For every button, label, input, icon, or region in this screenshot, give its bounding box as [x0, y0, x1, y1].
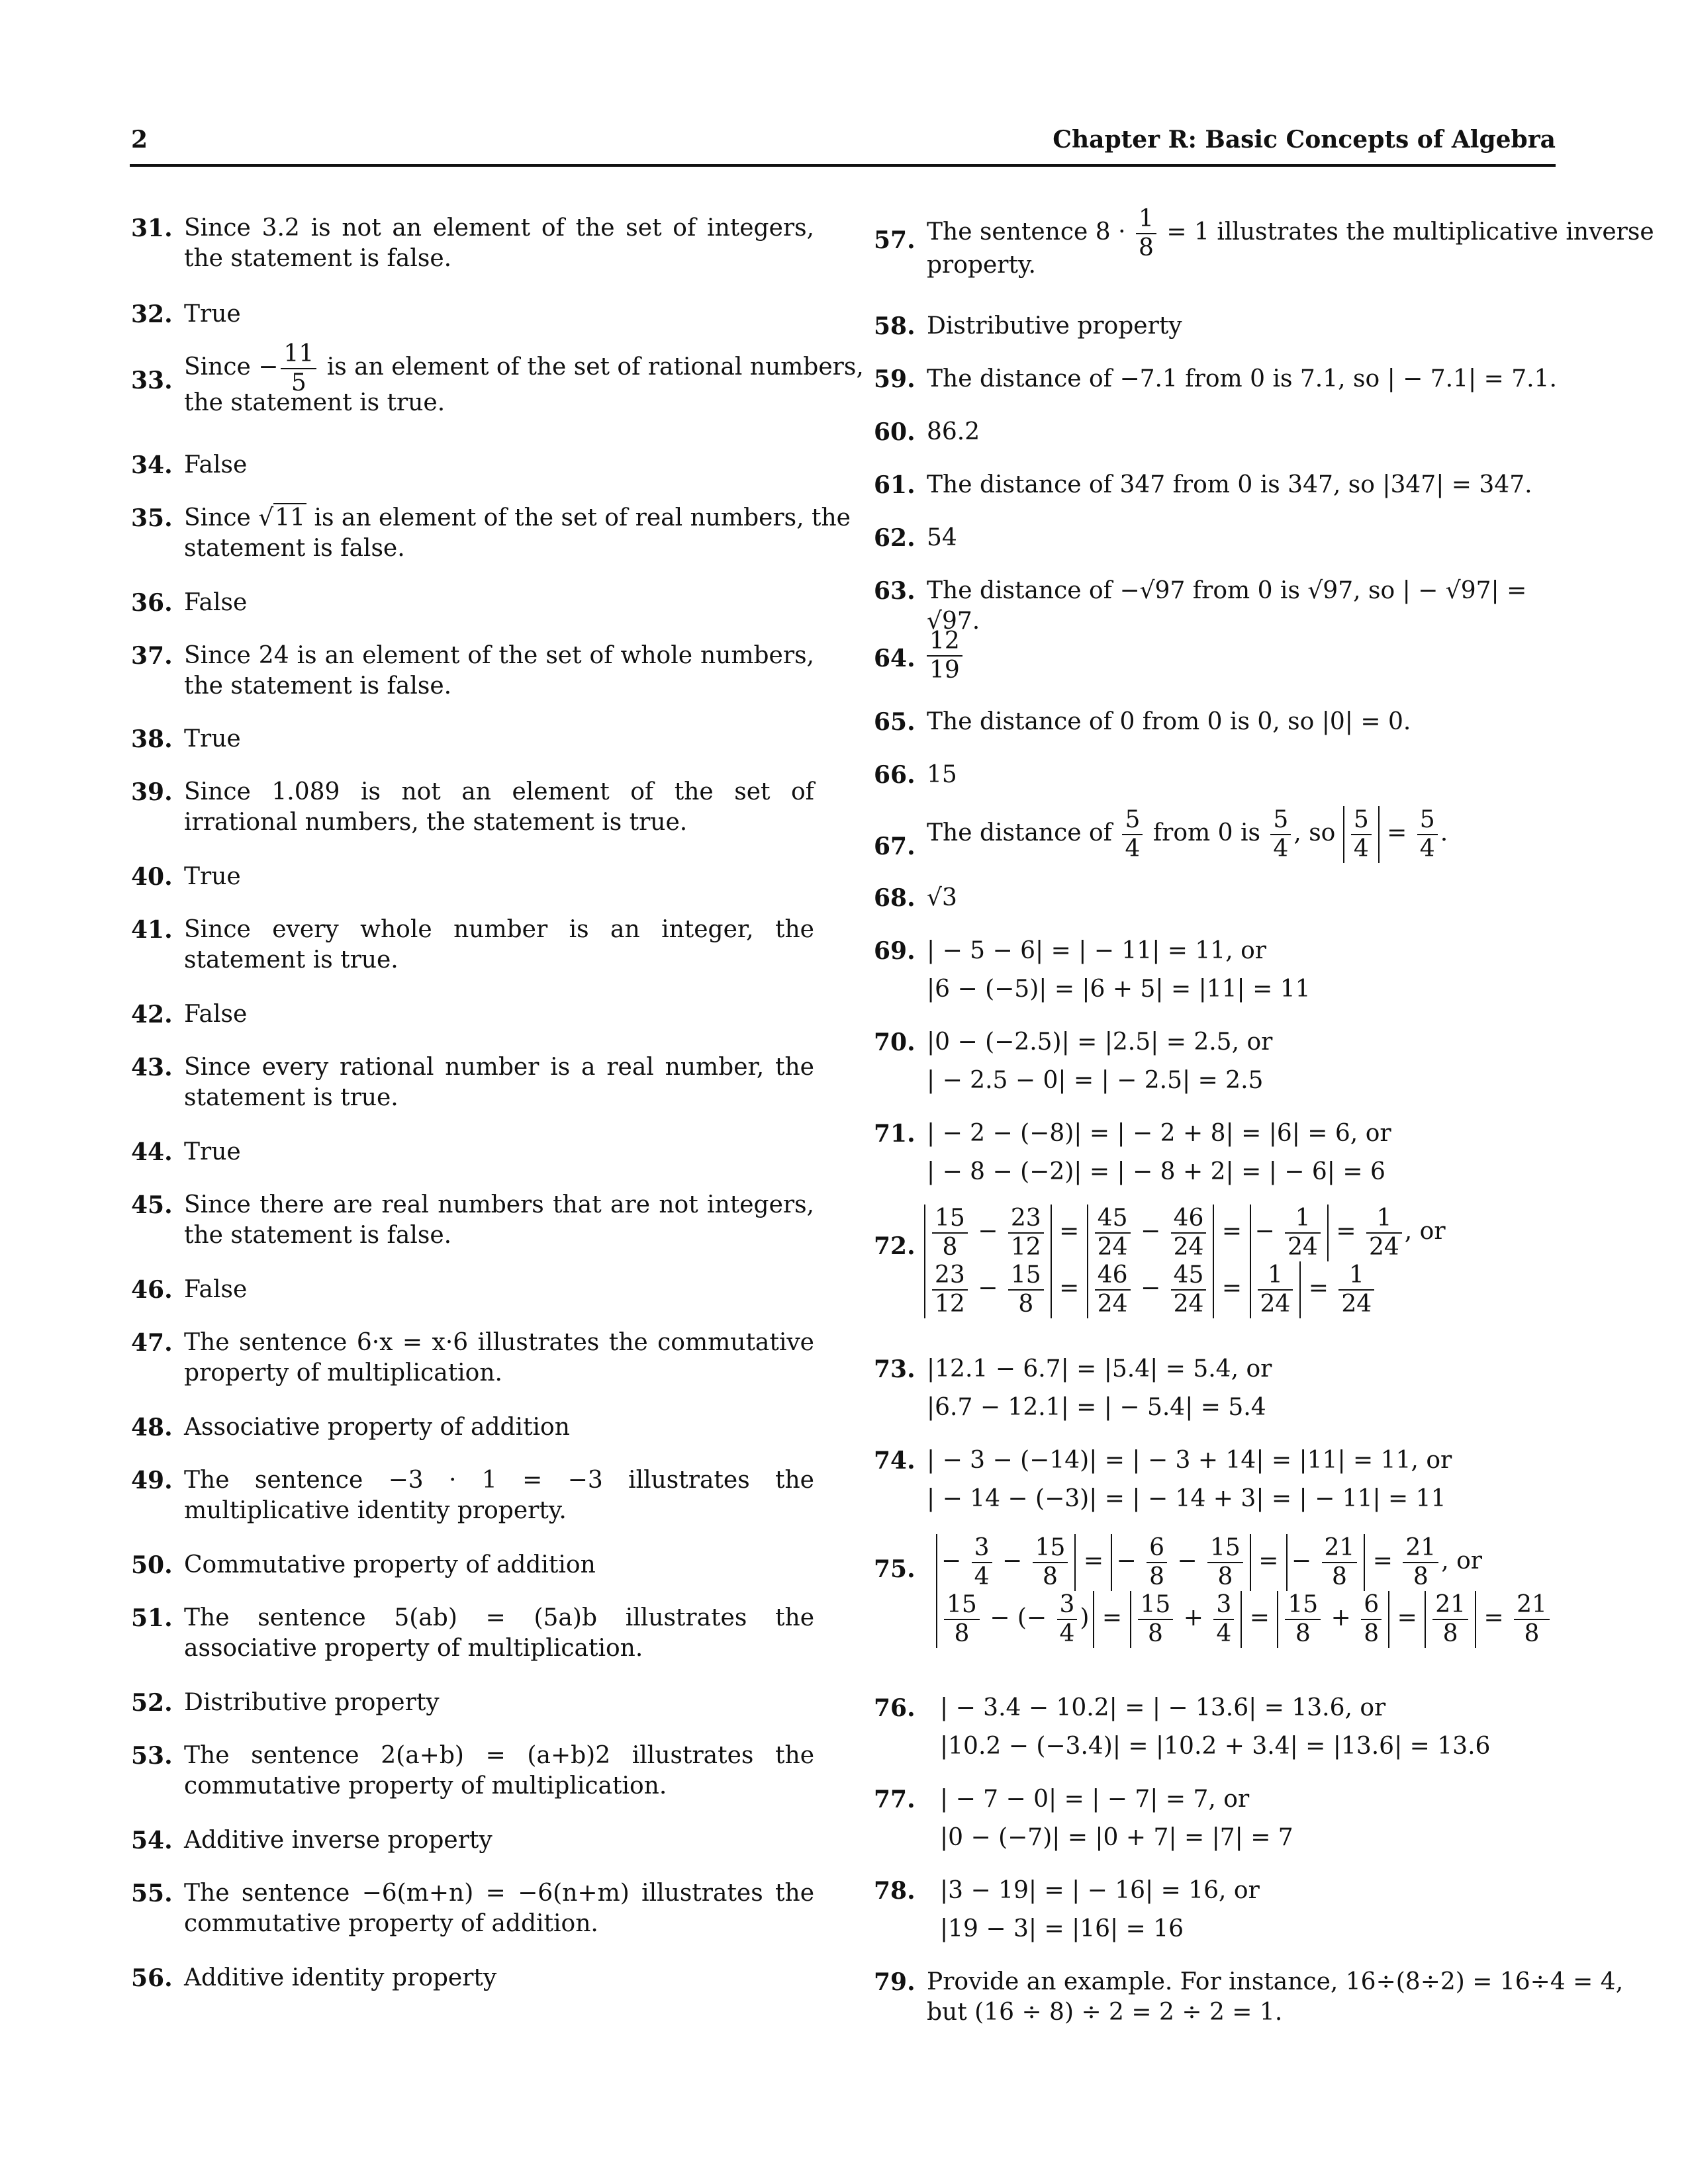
fraction: $\frac{11}{5}$	[281, 340, 316, 397]
header-rule	[130, 164, 1556, 167]
page: 2 Chapter R: Basic Concepts of Algebra 31. Since 3.2 is not an element of the set of integers, the statement is false. 32. True 33. Since − $\frac{11}{5}$ is an element of the set of rational numbers, the statement is true. 34. False 35. Since √11 is an element of the set of real numbers, the statement is false. 36. False 37. Since 24 is an element of the set of whole numbers, the statement is false. 38. True 39. Since 1.089 is not an element of the set of irrational numbers, the statement is true. 40. True 41. Since every whole number is an integer, the statement is true. 42. False 43. Since every rational number is a real number, the statement is true. 44. True 45. Since there are real numbers that are not integers, the statement is false. 46. False 47. The sentence 6·x = x·6 illustrates the commutative property of multiplication. 48. Associative property of addition 49. The sentence −3 · 1 = −3 illustrates the multiplicative identity property. 50. Commutative property of addition 51. The sentence 5(ab) = (5a)b illustrates the associative property of multiplication. 52. Distributive property 53. The sentence 2(a+b) = (a+b)2 illustrates the commutative property of multiplication. 54. Additive inverse property 55. The sentence −6(m+n) = −6(n+m) illustrates the commutative property of addition. 56. Additive identity property 57. The sentence 8 · $\frac{1}{8}$ = 1 illustrates the multiplicative inverse property. 58. Distributive property 59. The distance of −7.1 from 0 is 7.1, so | − 7.1| = 7.1. 60. 86.2 61. The distance of 347 from 0 is 347, so |347| = 347. 62. 54 63. The distance of −√97 from 0 is √97, so | − √97| = √97. 64. $\frac{12}{19}$ 65. The distance of 0 from 0 is 0, so |0| = 0. 66. 15 67. The distance of $\frac{5}{4}$ from 0 is $\frac{5}{4}$ , so $\frac{5}{4}$ = $\frac{5}{4}$ . 68. √3 69. | − 5 − 6| = | − 11| = 11, or |6 − (−5)| = |6 + 5| = |11| = 11 70. |0 − (−2.5)| = |2.5| = 2.5, or | − 2.5 − 0| = | − 2.5| = 2.5 71. | − 2 − (−8)| = | − 2 + 8| = |6| = 6, or | − 8 − (−2)| = | − 8 + 2| = | − 6| = 6 72. $\frac{15}{8}$ − $\frac{23}{12}$ = $\frac{45}{24}$ − $\frac{46}{24}$ = − $\frac{1}{24}$ = $\frac{1}{24}$ , or $\frac{23}{12}$ − $\frac{15}{8}$ = $\frac{46}{24}$ − $\frac{45}{24}$ = $\frac{1}{24}$ = $\frac{1}{24}$ 73. |12.1 − 6.7| = |5.4| = 5.4, or |6.7 − 12.1| = | − 5.4| = 5.4 74. | − 3 − (−14)| = | − 3 + 14| = |11| = 11, or | − 14 − (−3)| = | − 14 + 3| = | − 11| = 11 75. − $\frac{3}{4}$ − $\frac{15}{8}$ = − $\frac{6}{8}$ − $\frac{15}{8}$ = − $\frac{21}{8}$ = $\frac{21}{8}$ , or $\frac{15}{8}$ − (− $\frac{3}{4}$ ) = $\frac{15}{8}$ + $\frac{3}{4}$ = $\frac{15}{8}$ + $\frac{6}{8}$ = $\frac{21}{8}$ = $\frac{21}{8}$ 76. | − 3.4 − 10.2| = | − 13.6| = 13.6, or |10.2 − (−3.4)| = |10.2 + 3.4| = |13.6| = 13.6 77. | − 7 − 0| = | − 7| = 7, or |0 − (−7)| = |0 + 7| = |7| = 7 78. |3 − 19| = | − 16| = 16, or |19 − 3| = |16| = 16 79. Provide an example. For instance, 16÷(8÷2) = 16÷4 = 4, but (16 ÷ 8) ÷ 2 = 2 ÷ 2 = 1.	[131, 126, 1654, 2026]
chapter-title: Chapter R: Basic Concepts of Algebra	[1053, 126, 1556, 154]
fraction: $\frac{1}{8}$	[1136, 205, 1156, 262]
fraction: $\frac{12}{19}$	[927, 627, 962, 684]
page-number: 2	[131, 126, 148, 154]
